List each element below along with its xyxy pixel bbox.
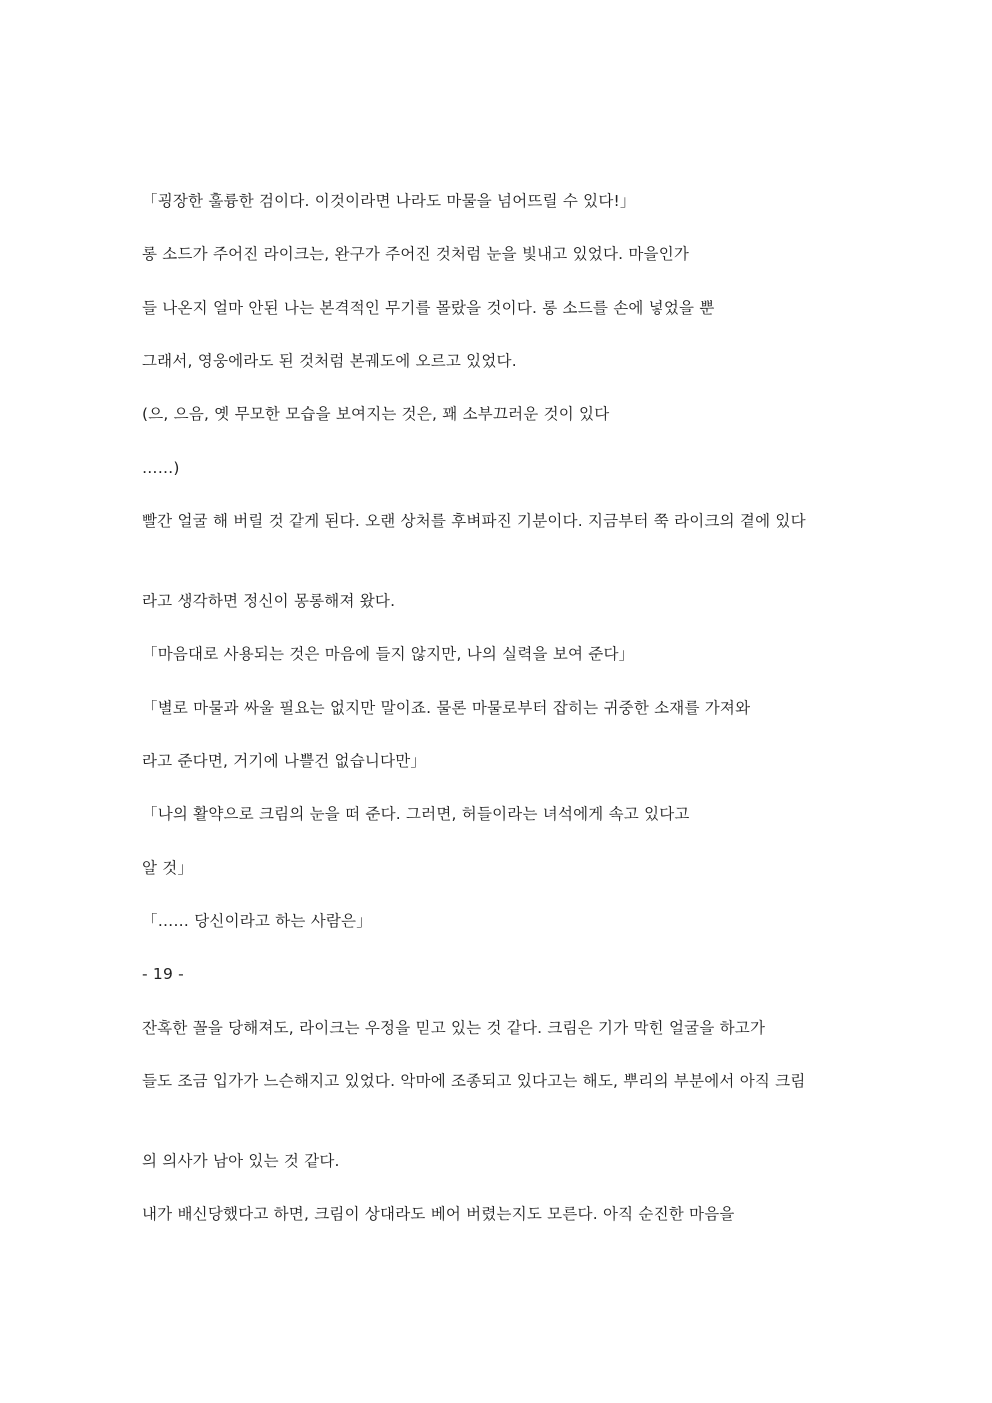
text-line: (으, 으음, 옛 무모한 모습을 보여지는 것은, 꽤 소부끄러운 것이 있다 (142, 405, 610, 423)
text-line: 의 의사가 남아 있는 것 같다. (142, 1152, 340, 1170)
text-line: 잔혹한 꼴을 당해져도, 라이크는 우정을 믿고 있는 것 같다. 크림은 기가 막힌 얼굴을 하고가 (142, 1019, 766, 1037)
text-line: 「…… 당신이라고 하는 사람은」 (142, 912, 372, 930)
text-line: 「마음대로 사용되는 것은 마음에 들지 않지만, 나의 실력을 보여 준다」 (142, 645, 635, 663)
text-line: 라고 생각하면 정신이 몽롱해져 왔다. (142, 592, 396, 610)
text-line: 라고 준다면, 거기에 나쁠건 없습니다만」 (142, 752, 427, 770)
text-line: 빨간 얼굴 해 버릴 것 같게 된다. 오랜 상처를 후벼파진 기분이다. 지금부터 쭉 라이크의 곁에 있다 (142, 512, 806, 530)
text-line: 내가 배신당했다고 하면, 크림이 상대라도 베어 버렸는지도 모른다. 아직 순진한 마음을 (142, 1205, 735, 1223)
page-number: - 19 - (142, 965, 184, 983)
text-line: 알 것」 (142, 859, 194, 877)
text-line: 들 나온지 얼마 안된 나는 본격적인 무기를 몰랐을 것이다. 롱 소드를 손에 넣었을 뿐 (142, 299, 715, 317)
text-line: 「굉장한 훌륭한 검이다. 이것이라면 나라도 마물을 넘어뜨릴 수 있다!」 (142, 192, 636, 210)
text-line: 들도 조금 입가가 느슨해지고 있었다. 악마에 조종되고 있다고는 해도, 뿌리의 부분에서 아직 크림 (142, 1072, 806, 1090)
text-line: 롱 소드가 주어진 라이크는, 완구가 주어진 것처럼 눈을 빛내고 있었다. 마을인가 (142, 245, 690, 263)
text-line: ……) (142, 459, 180, 477)
text-line: 「나의 활약으로 크림의 눈을 떠 준다. 그러면, 허들이라는 녀석에게 속고 있다고 (142, 805, 690, 823)
text-line: 「별로 마물과 싸울 필요는 없지만 말이죠. 물론 마물로부터 잡히는 귀중한 소재를 가져와 (142, 699, 751, 717)
text-line: 그래서, 영웅에라도 된 것처럼 본궤도에 오르고 있었다. (142, 352, 517, 370)
